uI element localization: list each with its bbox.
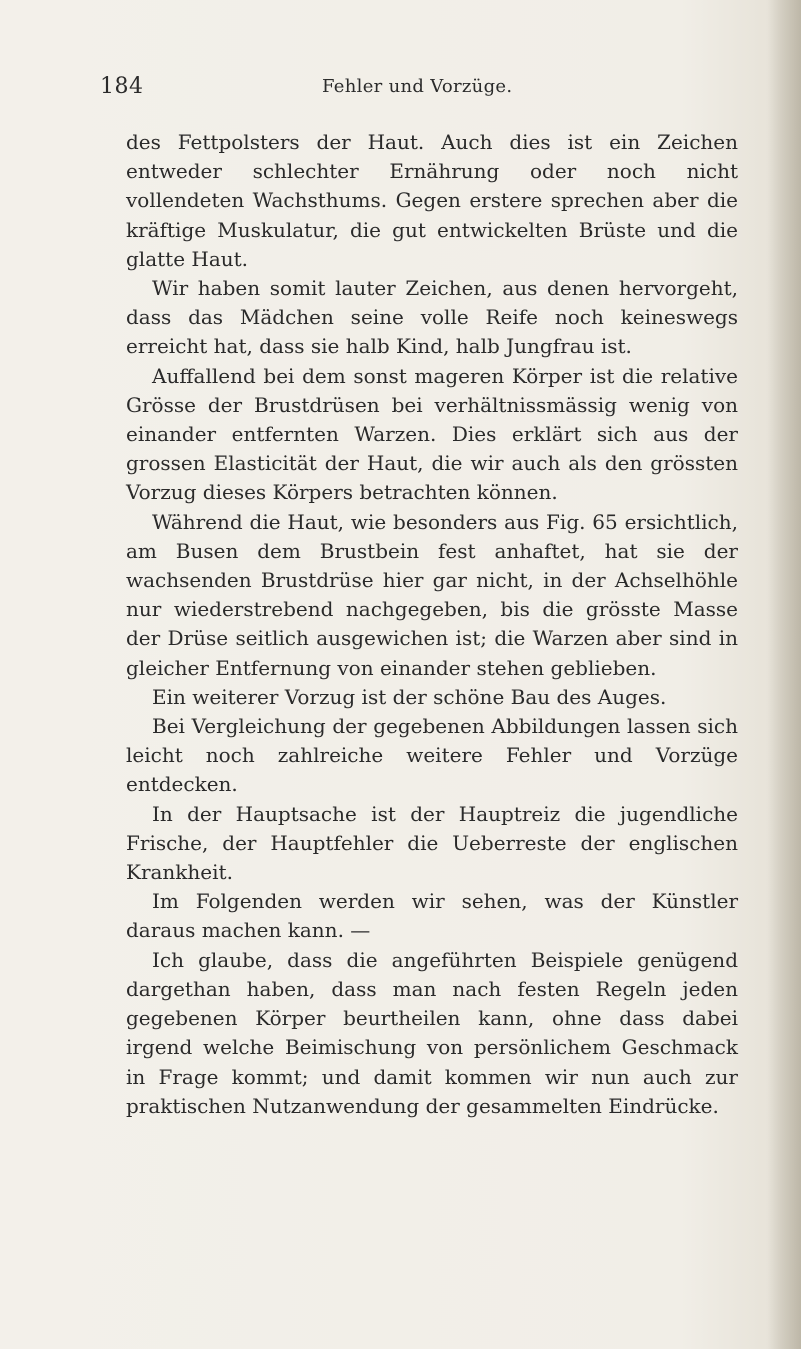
paragraph-8: Im Folgenden werden wir sehen, was der Künstler daraus machen kann. — xyxy=(126,889,738,943)
page-edge-shadow xyxy=(767,0,801,1349)
paragraph-1: des Fettpolsters der Haut. Auch dies ist ein Zeichen entweder schlechter Ernährung oder noch nicht vollendeten Wachsthums. Gegen erstere sprechen aber die kräftige Muskulatur, die gut entwickelten Brüste und die glatte Haut. xyxy=(126,130,738,271)
running-head: Fehler und Vorzüge. xyxy=(322,76,513,97)
paragraph-5: Ein weiterer Vorzug ist der schöne Bau des Auges. xyxy=(152,684,667,709)
paragraph-7: In der Hauptsache ist der Hauptreiz die jugendliche Frische, der Hauptfehler die Ueberreste der englischen Krankheit. xyxy=(126,801,738,885)
paragraph-4: Während die Haut, wie besonders aus Fig. 65 ersichtlich, am Busen dem Brustbein fest anhaftet, hat sie der wachsenden Brustdrüse hier gar nicht, in der Achselhöhle nur wiederstrebend nachgegeben, bis die grösste Masse der Drüse seitlich ausgewichen ist; die Warzen aber sind in gleicher Entfernung von einander stehen geblieben. xyxy=(126,509,738,680)
paragraph-9: Ich glaube, dass die angeführten Beispiele genügend dargethan haben, dass man nach festen Regeln jeden gegebenen Körper beurtheilen kann, ohne dass dabei irgend welche Beimischung von persönlichem Geschmack in Frage kommt; und damit kommen wir nun auch zur praktischen Nutzanwendung der gesammelten Eindrücke. xyxy=(126,947,738,1118)
paragraph-3: Auffallend bei dem sonst mageren Körper ist die relative Grösse der Brustdrüsen bei verhältnissmässig wenig von einander entfernten Warzen. Dies erklärt sich aus der grossen Elasticität der Haut, die wir auch als den grössten Vorzug dieses Körpers betrachten können. xyxy=(126,363,738,505)
paragraph-6: Bei Vergleichung der gegebenen Abbildungen lassen sich leicht noch zahlreiche weitere Fehler und Vorzüge entdecken. xyxy=(126,714,738,797)
body-text xyxy=(126,128,738,1121)
page-header xyxy=(100,74,740,114)
paragraph-2: Wir haben somit lauter Zeichen, aus denen hervorgeht, dass das Mädchen seine volle Reife noch keineswegs erreicht hat, dass sie halb Kind, halb Jungfrau ist. xyxy=(126,276,738,359)
page-number: 184 xyxy=(100,74,144,99)
